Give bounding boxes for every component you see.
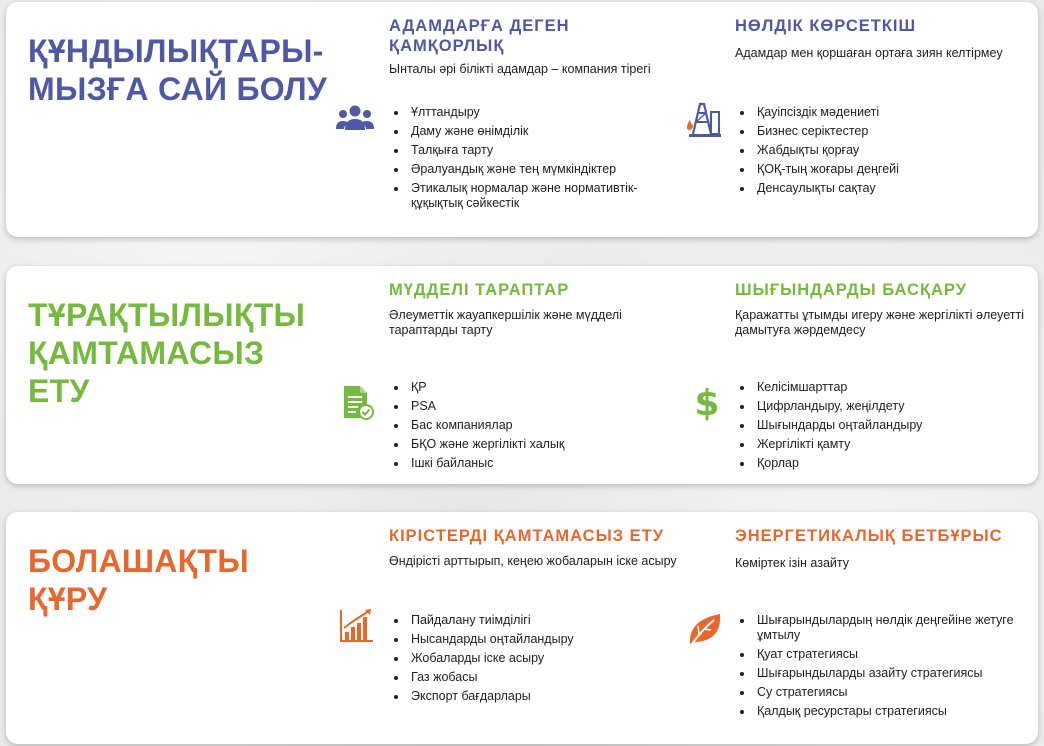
list-item: БҚО және жергілікті халық [393,437,683,452]
bullet-list [739,105,1029,200]
list-item: Қауіпсіздік мәдениеті [739,105,1029,120]
oil-rig-icon [684,98,726,140]
revenue-column [389,512,689,744]
growth-chart-icon [336,606,378,648]
bullet-list [393,613,683,708]
future-card [6,512,1038,744]
bullet-list [739,613,1029,723]
list-item: Қуат стратегиясы [739,647,1029,662]
people-group-icon [334,98,376,140]
list-item: Шығарындылардың нөлдік деңгейіне жетуге ұмтылу [739,613,1029,643]
list-item: Этикалық нормалар және нормативтік-құқықтық сәйкестік [393,181,683,211]
values-card [6,2,1038,237]
list-item: ҚОҚ-тың жоғары деңгейі [739,162,1029,177]
list-item: Бизнес серіктестер [739,124,1029,139]
section-title: ТҰРАҚТЫЛЫҚТЫ ҚАМТАМАСЫЗ ЕТУ [28,297,306,409]
stakeholders-column [389,266,689,484]
list-item: Бас компаниялар [393,418,683,433]
energy-transition-column [735,512,1035,744]
list-item: Жабдықты қорғау [739,143,1029,158]
list-item: Пайдалану тиімділігі [393,613,683,628]
list-item: Қорлар [739,456,1029,471]
column-subtitle: Әлеуметтік жауапкершілік және мүдделі тараптарды тарту [389,308,622,337]
list-item: Ұлттандыру [393,105,683,120]
svg-text:$: $ [694,383,720,422]
column-subtitle: Ынталы әрі білікті адамдар – компания тірегі [389,62,651,76]
list-item: Шығындарды оңтайландыру [739,418,1029,433]
list-item: Цифрландыру, жеңілдету [739,399,1029,414]
list-item: Қалдық ресурстары стратегиясы [739,704,1029,719]
list-item: Келісімшарттар [739,380,1029,395]
column-subtitle: Өндірісті арттырып, кеңею жобаларын іске асыру [389,554,677,568]
list-item: Ішкі байланыс [393,456,683,471]
list-item: Жобаларды іске асыру [393,651,683,666]
column-heading: ШЫҒЫНДАРДЫ БАСҚАРУ [735,281,967,299]
column-subtitle: Адамдар мен қоршаған ортаға зиян келтірмеу [735,46,1003,60]
column-subtitle: Көміртек ізін азайту [735,556,850,570]
zero-harm-column [735,2,1035,237]
sustainability-card [6,266,1038,484]
list-item: Даму және өнімділік [393,124,683,139]
list-item: Денсаулықты сақтау [739,181,1029,196]
column-heading: НӨЛДІК КӨРСЕТКІШ [735,17,917,35]
list-item: PSA [393,399,683,414]
section-title: БОЛАШАҚТЫ ҚҰРУ [28,543,250,617]
bullet-list [739,380,1029,475]
column-heading: МҮДДЕЛІ ТАРАПТАР [389,281,570,299]
document-check-icon [336,382,378,424]
column-subtitle: Қаражатты ұтымды игеру және жергілікті әлеуетті дамытуға жәрдемдесу [735,308,1024,337]
bullet-list [393,380,683,475]
cost-management-column [735,266,1035,484]
list-item: Әралуандық және тең мүмкіндіктер [393,162,683,177]
list-item: Жергілікті қамту [739,437,1029,452]
bullet-list [393,105,683,215]
list-item: Газ жобасы [393,670,683,685]
care-for-people-column [389,2,689,237]
list-item: ҚР [393,380,683,395]
list-item: Шығарындыларды азайту стратегиясы [739,666,1029,681]
list-item: Экспорт бағдарлары [393,689,683,704]
section-title: ҚҰНДЫЛЫҚТАРЫ- МЫЗҒА САЙ БОЛУ [28,33,328,107]
list-item: Нысандарды оңтайландыру [393,632,683,647]
column-heading: ЭНЕРГЕТИКАЛЫҚ БЕТБҰРЫС [735,527,1003,545]
list-item: Талқыға тарту [393,143,683,158]
dollar-sign-icon [686,380,728,422]
column-heading: АДАМДАРҒА ДЕГЕН ҚАМҚОРЛЫҚ [389,17,570,55]
leaf-icon [684,608,726,650]
list-item: Су стратегиясы [739,685,1029,700]
column-heading: КІРІСТЕРДІ ҚАМТАМАСЫЗ ЕТУ [389,527,664,545]
